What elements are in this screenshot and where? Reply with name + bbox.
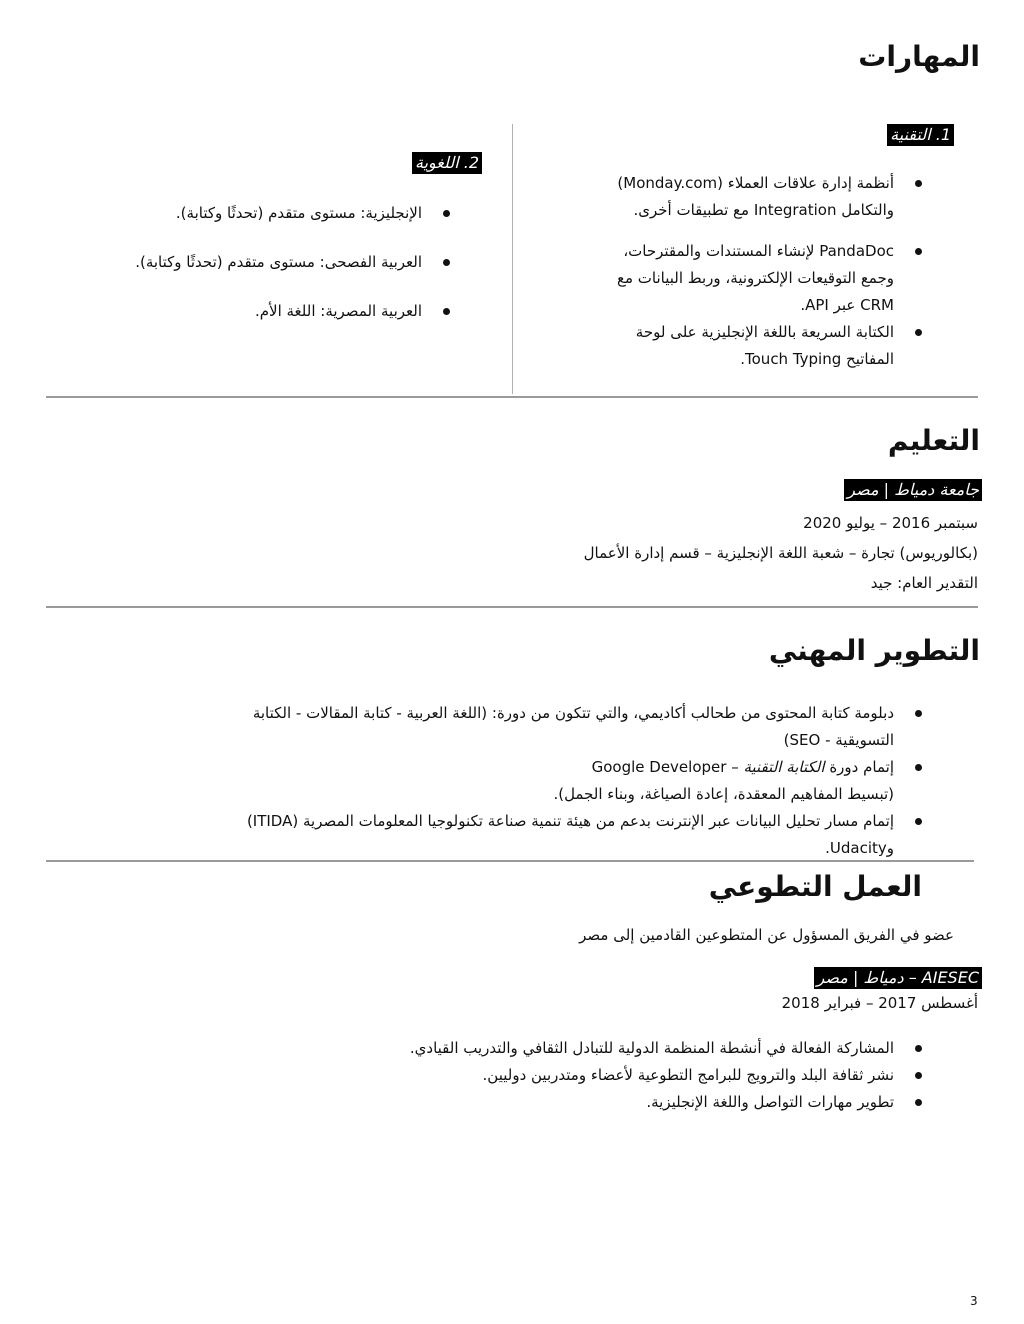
volunteer-dates: أغسطس 2017 – فبراير 2018 <box>781 994 978 1012</box>
list-item: تطوير مهارات التواصل واللغة الإنجليزية. <box>222 1089 922 1116</box>
development-heading: التطوير المهني <box>768 634 980 667</box>
volunteer-org-tag: AIESEC – دمياط | مصر <box>814 967 982 989</box>
section-divider <box>46 860 974 862</box>
list-item: أنظمة إدارة علاقات العملاء (Monday.com) والتكامل Integration مع تطبيقات أخرى. <box>522 170 922 238</box>
page-number: 3 <box>970 1294 978 1308</box>
list-item: العربية الفصحى: مستوى متقدم (تحدثًا وكتابة). <box>30 249 450 276</box>
list-item: الإنجليزية: مستوى متقدم (تحدثًا وكتابة). <box>30 200 450 227</box>
section-divider <box>46 396 978 398</box>
list-item: المشاركة الفعالة في أنشطة المنظمة الدولية للتبادل الثقافي والتدريب القيادي. <box>222 1035 922 1062</box>
course-name: الكتابة التقنية <box>743 758 825 776</box>
list-item: الكتابة السريعة باللغة الإنجليزية على لوحة المفاتيح Touch Typing. <box>522 319 922 373</box>
list-item: إتمام دورة الكتابة التقنية – Google Developer (تبسيط المفاهيم المعقدة، إعادة الصياغة، وبناء الجمل). <box>42 754 922 808</box>
skills-heading: المهارات <box>858 40 980 73</box>
column-divider <box>512 124 513 394</box>
list-item: دبلومة كتابة المحتوى من طحالب أكاديمي، والتي تتكون من دورة: (اللغة العربية - كتابة المقالات - الكتابة التسويقية - SEO) <box>42 700 922 754</box>
technical-skills-tag: 1. التقنية <box>887 124 954 146</box>
education-degree: (بكالوريوس) تجارة – شعبة اللغة الإنجليزية – قسم إدارة الأعمال <box>583 544 978 562</box>
education-dates: سبتمبر 2016 – يوليو 2020 <box>803 514 978 532</box>
volunteer-heading: العمل التطوعي <box>708 870 922 903</box>
technical-skills-list <box>522 170 922 373</box>
volunteer-role: عضو في الفريق المسؤول عن المتطوعين القادمين إلى مصر <box>579 926 954 944</box>
list-item: إتمام مسار تحليل البيانات عبر الإنترنت بدعم من هيئة تنمية صناعة تكنولوجيا المعلومات المصرية (ITIDA) وUdacity. <box>42 808 922 862</box>
list-item: PandaDoc لإنشاء المستندات والمقترحات، وجمع التوقيعات الإلكترونية، وربط البيانات مع CRM عبر API. <box>522 238 922 319</box>
education-heading: التعليم <box>887 424 980 457</box>
section-divider <box>46 606 978 608</box>
language-skills-tag: 2. اللغوية <box>412 152 482 174</box>
volunteer-list <box>222 1035 922 1116</box>
list-item: العربية المصرية: اللغة الأم. <box>30 298 450 325</box>
institution-tag: جامعة دمياط | مصر <box>844 479 982 501</box>
list-item: نشر ثقافة البلد والترويج للبرامج التطوعية لأعضاء ومتدربين دوليين. <box>222 1062 922 1089</box>
development-list <box>42 700 922 862</box>
language-skills-list <box>30 200 450 325</box>
education-grade: التقدير العام: جيد <box>870 574 978 592</box>
